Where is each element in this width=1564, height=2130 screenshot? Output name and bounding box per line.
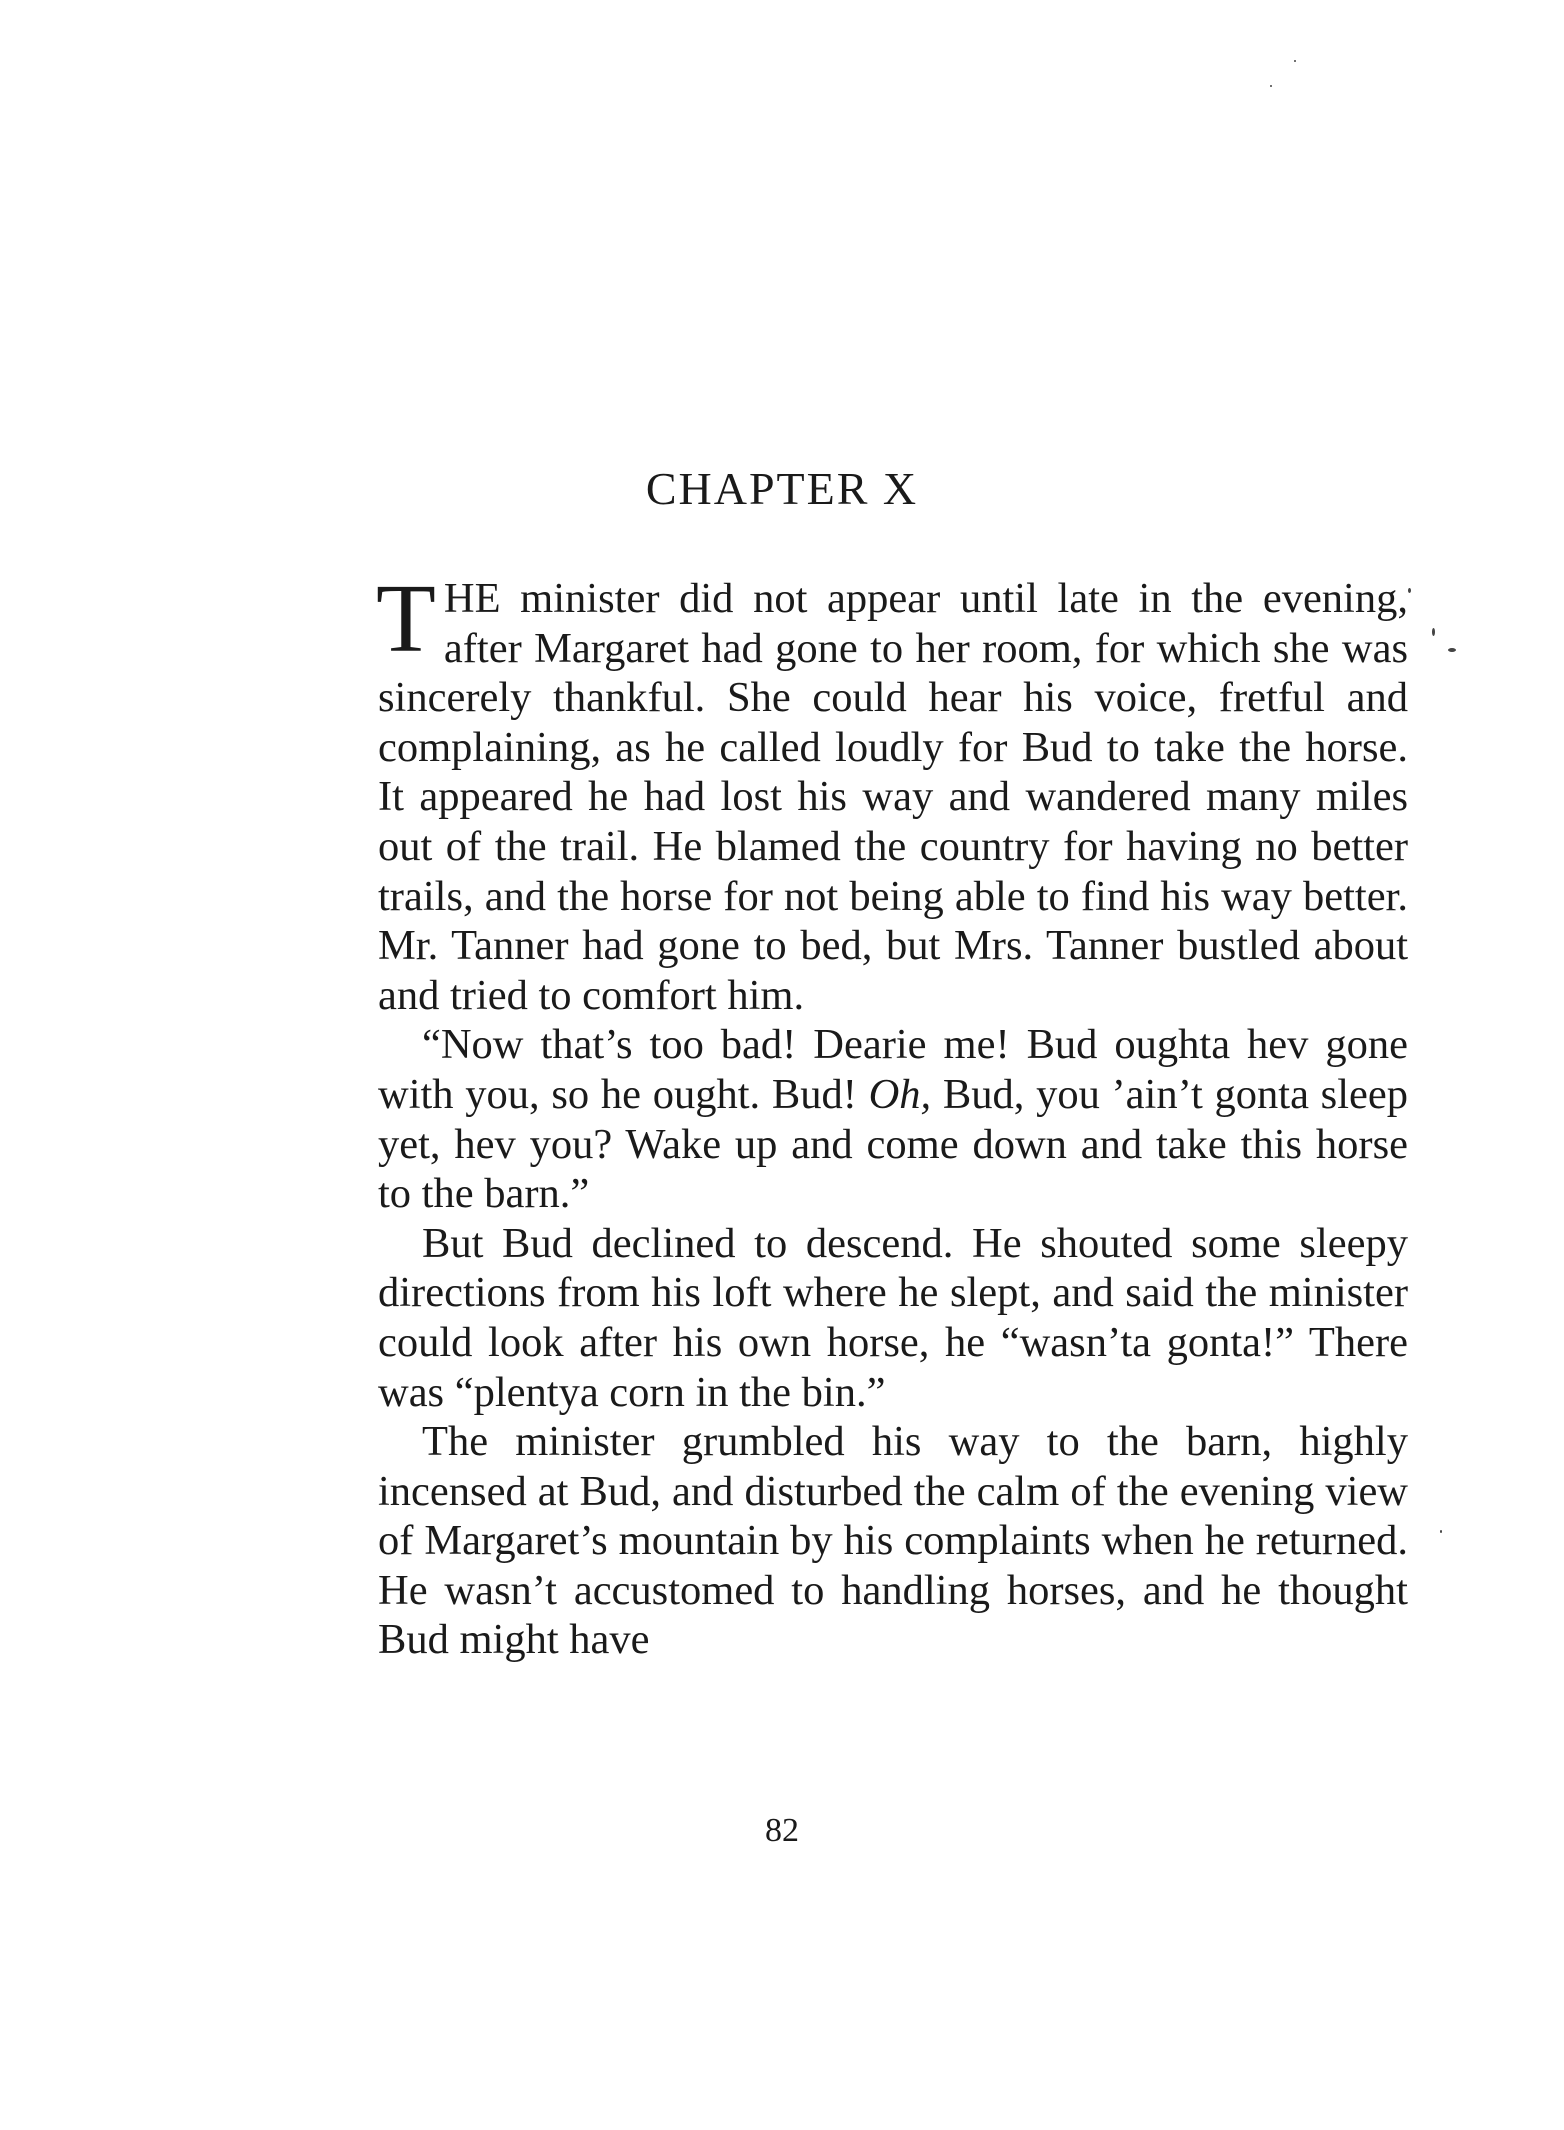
paragraph-4 (378, 1417, 1408, 1665)
scan-speck (1448, 648, 1456, 652)
drop-cap: T (376, 565, 436, 673)
scan-speck (1294, 60, 1296, 62)
chapter-title: CHAPTER X (645, 463, 919, 514)
scan-speck (1408, 588, 1411, 593)
paragraph-2 (378, 1020, 1408, 1218)
paragraph-1 (376, 565, 1408, 1020)
paragraph-1-text: HE minister did not appear until late in the evening, after Margaret had gone to her room, for which she was sincerely thankful. She could hear his voice, fretful and complaining, as he called loudly for Bud to take the horse. It appeared he had lost his way and wandered many miles out of the trail. He blamed the country for having no better trails, and the horse for not being able to find his way better. Mr. Tanner had gone to bed, but Mrs. Tanner bustled about and tried to comfort him. (378, 575, 1408, 1019)
paragraph-3 (378, 1219, 1408, 1417)
paragraph-3-text: But Bud declined to descend. He shouted some sleepy directions from his loft where he slept, and said the minister could look after his own horse, he “wasn’ta gonta!” There was “plentya corn in the bin.” (378, 1219, 1408, 1416)
scan-speck (1440, 1530, 1442, 1533)
paragraph-2-emphasis: Oh, (868, 1070, 932, 1118)
paragraph-2-text-start: “Now that’s too bad! Dearie me! Bud oughta hev gone with you, so he ought. Bud! (378, 1021, 1408, 1118)
paragraph-4-text: The minister grumbled his way to the barn, highly incensed at Bud, and disturbed the calm of the evening view of Margaret’s mountain by his complaints when he returned. He wasn’t accustomed to handling horses, and he thought Bud might have (378, 1418, 1408, 1664)
scan-speck (1270, 85, 1272, 87)
scan-speck (1432, 628, 1435, 636)
chapter-body (376, 565, 1408, 1665)
paragraph-2-text-end: Bud, you ’ain’t gonta sleep yet, hev you? Wake up and come down and take this horse to the barn.” (378, 1070, 1408, 1218)
page-number: 82 (765, 1812, 799, 1849)
